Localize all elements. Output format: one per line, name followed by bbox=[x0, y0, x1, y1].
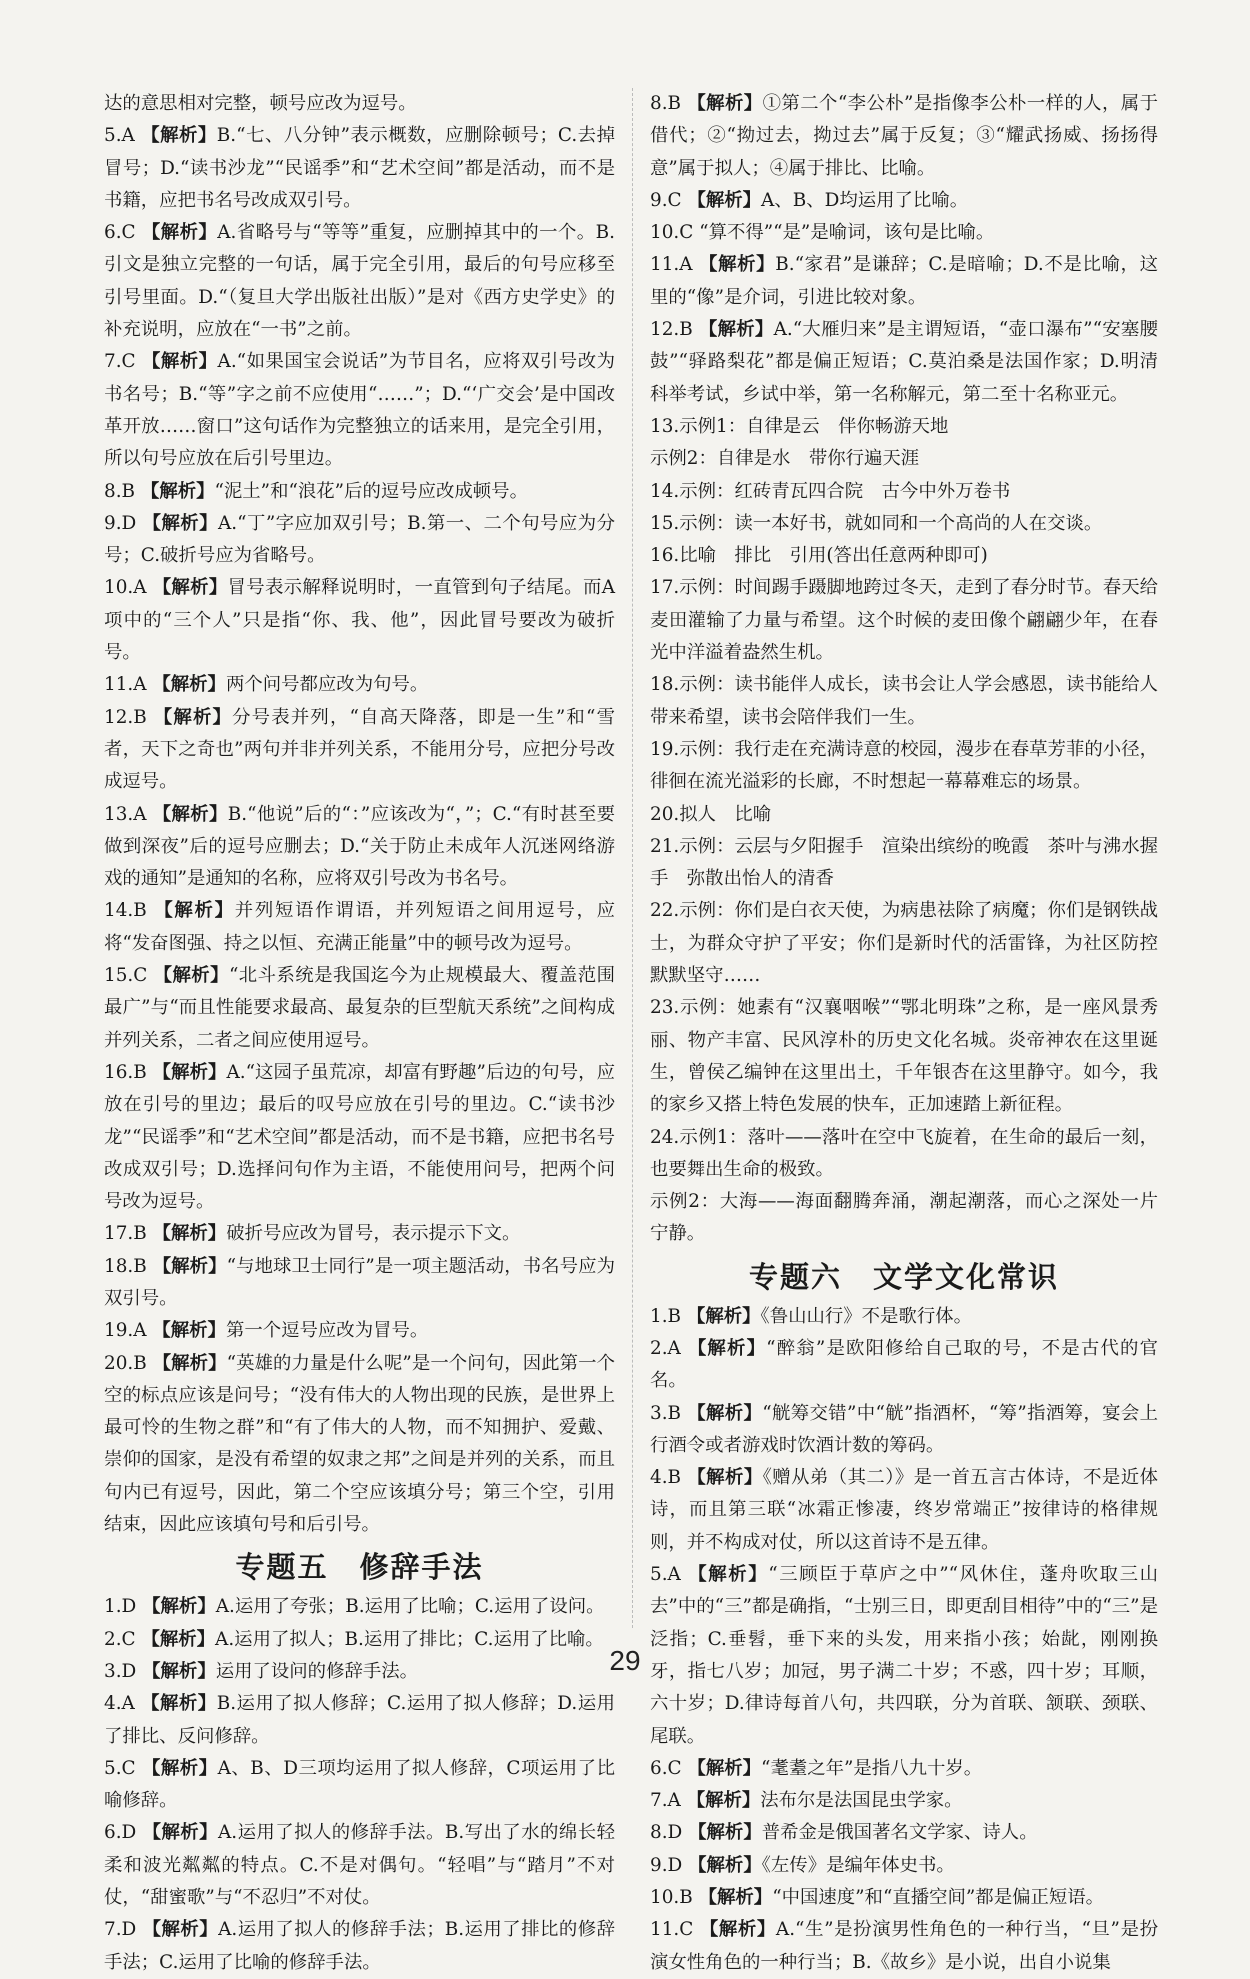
answer-item: 2.A 【解析】“醉翁”是欧阳修给自己取的号，不是古代的官名。 bbox=[650, 1337, 1158, 1392]
answer-item: 4.B 【解析】《赠从弟（其二）》是一首五言古体诗，不是近体诗，而且第三联“冰霜正惨凄，终岁常端正”按律诗的格律规则，并不构成对仗，所以这首诗不是五律。 bbox=[650, 1467, 1158, 1553]
analysis-tag: 【解析】 bbox=[140, 480, 215, 502]
answer-item: 11.C 【解析】A.“生”是扮演男性角色的一种行当，“旦”是扮演女性角色的一种行当；B.《故乡》是小说，出自小说集 bbox=[650, 1919, 1158, 1973]
analysis-tag: 【解析】 bbox=[141, 1628, 216, 1650]
analysis-tag: 【解析】 bbox=[152, 1255, 227, 1277]
answer-item: 17.B 【解析】破折号应改为冒号，表示提示下文。 bbox=[104, 1223, 521, 1245]
answer-item: 16.B 【解析】A.“这园子虽荒凉，却富有野趣”后边的句号，应放在引号的里边；最后的叹号应放在引号的里边。C.“读书沙龙”“民谣季”和“艺术空间”都是活动，而不是书籍，应把书名号改成双引号；D.选择问句作为主语，不能使用问号，把两个问号改为逗号。 bbox=[104, 1061, 615, 1213]
analysis-tag: 【解析】 bbox=[142, 1919, 219, 1941]
analysis-tag: 【解析】 bbox=[152, 577, 228, 599]
analysis-tag: 【解析】 bbox=[699, 254, 776, 276]
analysis-tag: 【解析】 bbox=[152, 803, 228, 825]
answer-item: 14.示例：红砖青瓦四合院 古今中外万卷书 bbox=[650, 480, 1011, 502]
answer-item: 18.示例：读书能伴人成长，读书会让人学会感恩，读书能给人带来希望，读书会陪伴我们一生。 bbox=[650, 674, 1158, 728]
analysis-tag: 【解析】 bbox=[687, 1402, 763, 1424]
answer-item: 8.B 【解析】“泥土”和“浪花”后的逗号应改成顿号。 bbox=[104, 480, 528, 502]
answer-item: 1.B 【解析】《鲁山山行》不是歌行体。 bbox=[650, 1305, 972, 1327]
answer-item: 20.B 【解析】“英雄的力量是什么呢”是一个问句，因此第一个空的标点应该是问号；“没有伟大的人物出现的民族，是世界上最可怜的生物之群”和“有了伟大的人物，而不知拥护、爱戴、崇仰的国家，是没有希望的奴隶之邦”之间是并列的关系，而且句内已有逗号，因此，第二个空应该填分号；第三个空，引用结束，因此应该填句号和后引号。 bbox=[104, 1352, 615, 1536]
analysis-tag: 【解析】 bbox=[687, 1337, 767, 1359]
answer-item: 6.D 【解析】A.运用了拟人的修辞手法。B.写出了水的绵长轻柔和波光粼粼的特点。C.不是对偶句。“轻唱”与“踏月”不对仗，“甜蜜歌”与“不忍归”不对仗。 bbox=[104, 1822, 615, 1909]
answer-item: 3.B 【解析】“觥筹交错”中“觥”指酒杯，“筹”指酒筹，宴会上行酒令或者游戏时饮酒计数的筹码。 bbox=[650, 1402, 1158, 1456]
answer-item: 6.C 【解析】A.省略号与“等等”重复，应删掉其中的一个。B.引文是独立完整的一句话，属于完全引用，最后的句号应移至引号里面。D.“（复旦大学出版社出版）”是对《西方史学史》的补充说明，应放在“一书”之前。 bbox=[104, 222, 615, 341]
answer-item: 11.A 【解析】两个问号都应改为句号。 bbox=[104, 674, 429, 696]
answer-item: 18.B 【解析】“与地球卫士同行”是一项主题活动，书名号应为双引号。 bbox=[104, 1255, 615, 1309]
analysis-tag: 【解析】 bbox=[688, 1822, 762, 1844]
answer-item: 10.C “算不得”“是”是喻词，该句是比喻。 bbox=[650, 222, 995, 244]
answer-item: 5.A 【解析】“三顾臣于草庐之中”“风休住，蓬舟吹取三山去”中的“三”都是确指，“士别三日，即更刮目相待”中的“三”是泛指；C.垂髫，垂下来的头发，用来指小孩；始龀，刚刚换牙，指七八岁；加冠，男子满二十岁；不惑，四十岁；耳顺，六十岁；D.律诗每首八句，共四联，分为首联、颔联、颈联、尾联。 bbox=[650, 1564, 1158, 1747]
analysis-tag: 【解析】 bbox=[687, 1757, 762, 1779]
answer-item: 19.示例：我行走在充满诗意的校园，漫步在春草芳菲的小径，徘徊在流光溢彩的长廊，不时想起一幕幕难忘的场景。 bbox=[650, 738, 1158, 793]
analysis-tag: 【解析】 bbox=[142, 512, 218, 534]
answer-item: 10.A 【解析】冒号表示解释说明时，一直管到句子结尾。而A项中的“三个人”只是指“你、我、他”，因此冒号要改为破折号。 bbox=[104, 577, 615, 664]
analysis-tag: 【解析】 bbox=[154, 900, 235, 922]
analysis-tag: 【解析】 bbox=[141, 125, 217, 147]
analysis-tag: 【解析】 bbox=[153, 965, 229, 987]
answer-item: 7.D 【解析】A.运用了拟人的修辞手法；B.运用了排比的修辞手法；C.运用了比喻的修辞手法。 bbox=[104, 1919, 615, 1973]
analysis-tag: 【解析】 bbox=[142, 1822, 218, 1844]
analysis-tag: 【解析】 bbox=[686, 1790, 761, 1812]
analysis-tag: 【解析】 bbox=[141, 1757, 218, 1779]
answer-item: 8.D 【解析】普希金是俄国著名文学家、诗人。 bbox=[650, 1822, 1038, 1844]
answer-item: 6.C 【解析】“耄耋之年”是指八九十岁。 bbox=[650, 1757, 983, 1779]
analysis-tag: 【解析】 bbox=[141, 351, 218, 373]
answer-item: 9.D 【解析】《左传》是编年体史书。 bbox=[650, 1854, 955, 1876]
left-top-list bbox=[104, 88, 615, 1541]
answer-item: 22.示例：你们是白衣天使，为病患祛除了病魔；你们是钢铁战士，为群众守护了平安；你们是新时代的活雷锋，为社区防控默默坚守…… bbox=[650, 900, 1158, 987]
answer-item: 23.示例：她素有“汉襄咽喉”“鄂北明珠”之称，是一座风景秀丽、物产丰富、民风淳朴的历史文化名城。炎帝神农在这里诞生，曾侯乙编钟在这里出土，千年银杏在这里静守。如今，我的家乡又搭上特色发展的快车，正加速踏上新征程。 bbox=[650, 997, 1158, 1116]
answer-item: 8.B 【解析】①第二个“李公朴”是指像李公朴一样的人，属于借代；②“拗过去，拗过去”属于反复；③“耀武扬威、扬扬得意”属于拟人；④属于排比、比喻。 bbox=[650, 93, 1158, 179]
answer-item: 15.C 【解析】“北斗系统是我国迄今为止规模最大、覆盖范围最广”与“而且性能要求最高、最复杂的巨型航天系统”之间构成并列关系，二者之间应使用逗号。 bbox=[104, 965, 615, 1051]
answer-item: 12.B 【解析】A.“大雁归来”是主谓短语，“壶口瀑布”“安塞腰鼓”“驿路梨花”都是偏正短语；C.莫泊桑是法国作家；D.明清科举考试，乡试中举，第一名称解元，第二至十名称亚元。 bbox=[650, 319, 1158, 405]
answer-item: 示例2：大海——海面翻腾奔涌，潮起潮落，而心之深处一片宁静。 bbox=[650, 1191, 1158, 1245]
answer-item: 10.B 【解析】“中国速度”和“直播空间”都是偏正短语。 bbox=[650, 1887, 1105, 1909]
answer-item: 11.A 【解析】B.“家君”是谦辞；C.是暗喻；D.不是比喻，这里的“像”是介词，引进比较对象。 bbox=[650, 254, 1158, 308]
analysis-tag: 【解析】 bbox=[687, 1467, 763, 1489]
section-title-5: 专题五 修辞手法 bbox=[235, 1550, 484, 1585]
answer-item: 5.C 【解析】A、B、D三项均运用了拟人修辞，C项运用了比喻修辞。 bbox=[104, 1757, 615, 1812]
right-column bbox=[650, 88, 1158, 1979]
analysis-tag: 【解析】 bbox=[686, 1305, 761, 1327]
left-column bbox=[104, 88, 615, 1979]
analysis-tag: 【解析】 bbox=[153, 706, 233, 728]
analysis-tag: 【解析】 bbox=[699, 1919, 776, 1941]
analysis-tag: 【解析】 bbox=[688, 1854, 762, 1876]
answer-item: 13.示例1：自律是云 伴你畅游天地 bbox=[650, 415, 949, 437]
analysis-tag: 【解析】 bbox=[152, 1320, 226, 1342]
answer-item: 7.A 【解析】法布尔是法国昆虫学家。 bbox=[650, 1790, 963, 1812]
answer-item: 13.A 【解析】B.“他说”后的“：”应该改为“，”；C.“有时甚至要做到深夜”后的逗号应删去；D.“关于防止未成年人沉迷网络游戏的通知”是通知的名称，应将双引号改为书名号。 bbox=[104, 803, 615, 890]
answer-item: 1.D 【解析】A.运用了夸张；B.运用了比喻；C.运用了设问。 bbox=[104, 1596, 605, 1618]
answer-item: 9.C 【解析】A、B、D均运用了比喻。 bbox=[650, 189, 969, 211]
analysis-tag: 【解析】 bbox=[688, 1564, 769, 1586]
answer-item: 15.示例：读一本好书，就如同和一个高尚的人在交谈。 bbox=[650, 512, 1103, 534]
answer-item: 示例2：自律是水 带你行遍天涯 bbox=[650, 448, 920, 470]
answer-item: 20.拟人 比喻 bbox=[650, 803, 772, 825]
column-divider bbox=[632, 88, 633, 1628]
analysis-tag: 【解析】 bbox=[152, 1223, 227, 1245]
answer-item: 4.A 【解析】B.运用了拟人修辞；C.运用了拟人修辞；D.运用了排比、反问修辞。 bbox=[104, 1693, 615, 1747]
analysis-tag: 【解析】 bbox=[152, 1061, 227, 1083]
answer-item: 9.D 【解析】A.“丁”字应加双引号；B.第一、二个句号应为分号；C.破折号应为省略号。 bbox=[104, 512, 615, 567]
analysis-tag: 【解析】 bbox=[152, 674, 226, 696]
answer-item: 17.示例：时间踢手蹑脚地跨过冬天，走到了春分时节。春天给麦田灌输了力量与希望。这个时候的麦田像个翩翩少年，在春光中洋溢着盎然生机。 bbox=[650, 577, 1158, 664]
answer-item: 19.A 【解析】第一个逗号应改为冒号。 bbox=[104, 1320, 429, 1342]
analysis-tag: 【解析】 bbox=[142, 1660, 216, 1682]
answer-item: 3.D 【解析】运用了设问的修辞手法。 bbox=[104, 1660, 419, 1682]
analysis-tag: 【解析】 bbox=[687, 189, 762, 211]
answer-item: 7.C 【解析】A.“如果国宝会说话”为节目名，应将双引号改为书名号；B.“等”字之前不应使用“……”；D.“‘广交会’是中国改革开放……窗口”这句话作为完整独立的话来用，是完全引用，所以句号应放在后引号里边。 bbox=[104, 351, 615, 470]
analysis-tag: 【解析】 bbox=[698, 319, 774, 341]
right-top-list bbox=[650, 88, 1158, 1251]
answer-item: 2.C 【解析】A.运用了拟人；B.运用了排比；C.运用了比喻。 bbox=[104, 1628, 604, 1650]
answer-item: 5.A 【解析】B.“七、八分钟”表示概数，应删除顿号；C.去掉冒号；D.“读书沙龙”“民谣季”和“艺术空间”都是活动，而不是书籍，应把书名号改成双引号。 bbox=[104, 125, 615, 211]
section-title-6: 专题六 文学文化常识 bbox=[748, 1259, 1059, 1294]
analysis-tag: 【解析】 bbox=[698, 1887, 773, 1909]
page-number: 29 bbox=[609, 1645, 641, 1676]
analysis-tag: 【解析】 bbox=[141, 222, 218, 244]
answer-item: 21.示例：云层与夕阳握手 渲染出缤纷的晚霞 茶叶与沸水握手 弥散出怡人的清香 bbox=[650, 835, 1158, 890]
analysis-tag: 【解析】 bbox=[142, 1596, 216, 1618]
analysis-tag: 【解析】 bbox=[152, 1352, 227, 1374]
answer-item: 16.比喻 排比 引用(答出任意两种即可) bbox=[650, 545, 988, 567]
answer-item: 12.B 【解析】分号表并列，“自高天降落，即是一生”和“雪者，天下之奇也”两句并非并列关系，不能用分号，应把分号改成逗号。 bbox=[104, 706, 615, 793]
answer-item: 达的意思相对完整，顿号应改为逗号。 bbox=[104, 93, 417, 114]
answer-item: 14.B 【解析】并列短语作谓语，并列短语之间用逗号，应将“发奋图强、持之以恒、充满正能量”中的顿号改为逗号。 bbox=[104, 900, 615, 954]
analysis-tag: 【解析】 bbox=[141, 1693, 217, 1715]
answer-item: 24.示例1：落叶——落叶在空中飞旋着，在生命的最后一刻，也要舞出生命的极致。 bbox=[650, 1126, 1158, 1180]
analysis-tag: 【解析】 bbox=[687, 93, 763, 114]
right-bottom-list bbox=[650, 1301, 1158, 1979]
